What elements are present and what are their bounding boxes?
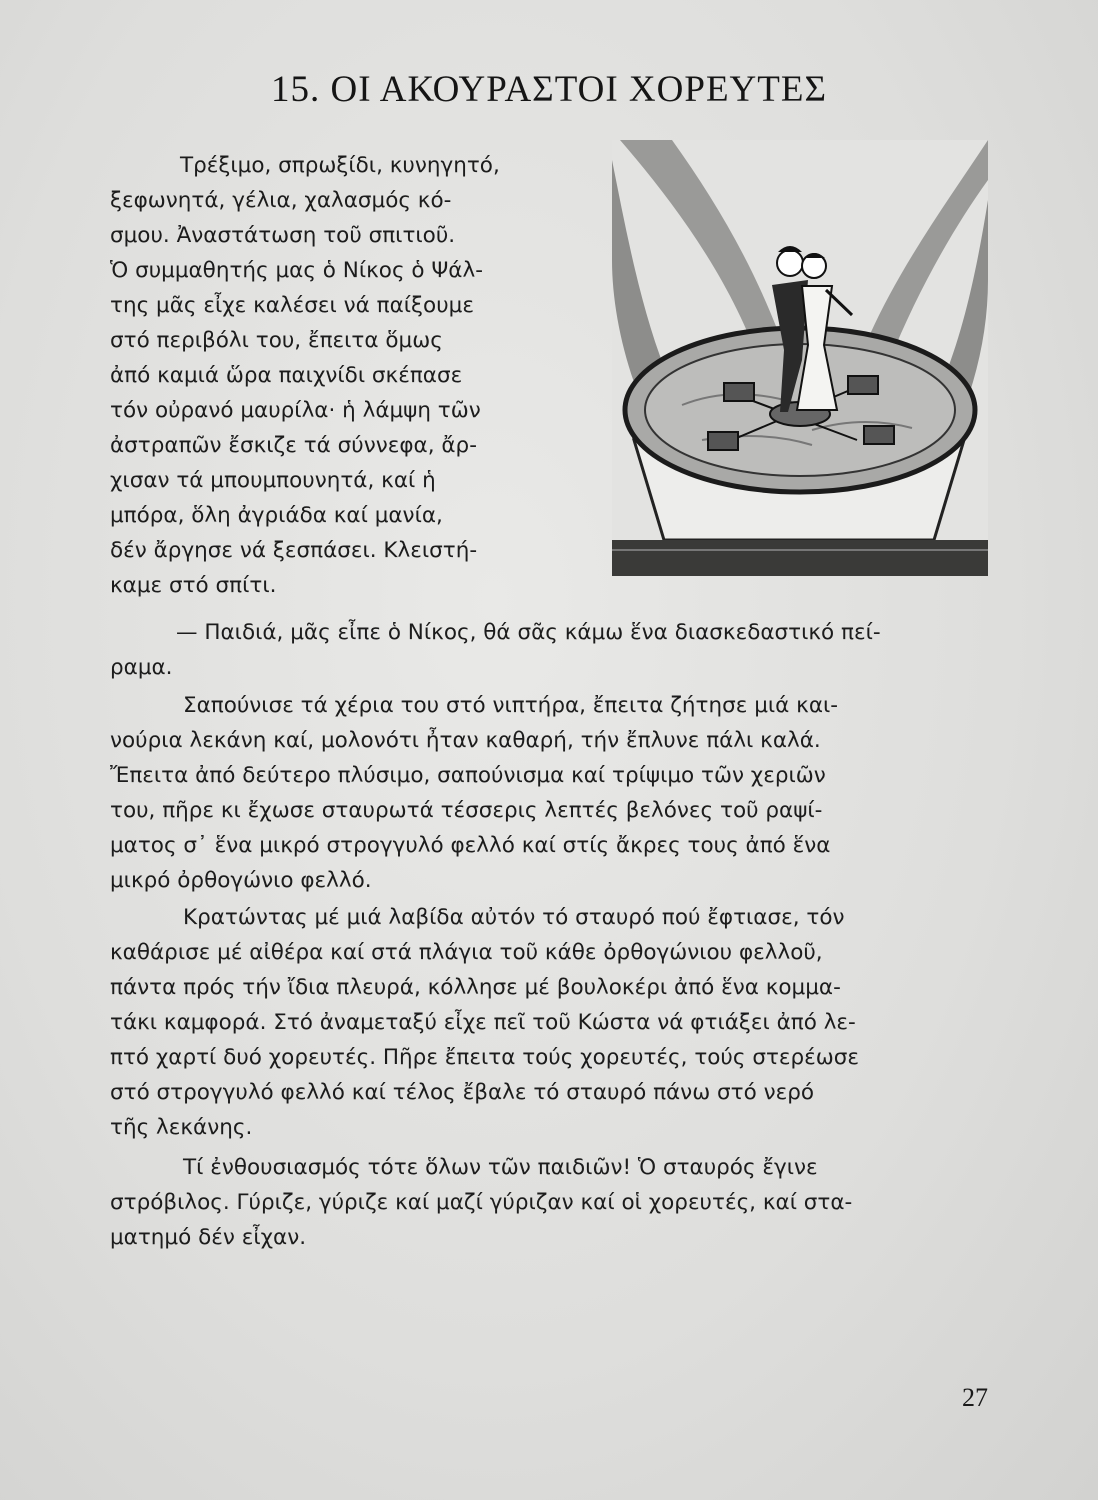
- text-line: στρόβιλος. Γύριζε, γύριζε καί μαζί γύριζαν καί οἱ χορευτές, καί στα-: [110, 1190, 853, 1215]
- text-line: Σαπούνισε τά χέρια του στό νιπτήρα, ἔπειτα ζήτησε μιά και-: [183, 693, 839, 718]
- text-line: νούρια λεκάνη καί, μολονότι ἦταν καθαρή, τήν ἔπλυνε πάλι καλά.: [110, 728, 821, 753]
- text-line: ξεφωνητά, γέλια, χαλασμός κό-: [110, 188, 452, 213]
- chapter-title: 15. ΟΙ ΑΚΟΥΡΑΣΤΟΙ ΧΟΡΕΥΤΕΣ: [270, 69, 827, 110]
- text-line: Ἔπειτα ἀπό δεύτερο πλύσιμο, σαπούνισμα καί τρίψιμο τῶν χεριῶν: [110, 763, 826, 788]
- text-line: ματος σ᾽ ἕνα μικρό στρογγυλό φελλό καί στίς ἄκρες τους ἀπό ἕνα: [110, 833, 831, 858]
- text-line: Κρατώντας μέ μιά λαβίδα αὐτόν τό σταυρό πού ἔφτιασε, τόν: [183, 905, 845, 930]
- text-line: μικρό ὀρθογώνιο φελλό.: [110, 868, 372, 893]
- text-line: τάκι καμφορά. Στό ἀναμεταξύ εἶχε πεῖ τοῦ Κώστα νά φτιάξει ἀπό λε-: [110, 1010, 856, 1035]
- page-number: 27: [962, 1383, 988, 1412]
- text-line: Τί ἐνθουσιασμός τότε ὅλων τῶν παιδιῶν! Ὁ σταυρός ἔγινε: [183, 1155, 818, 1180]
- text-line: μπόρα, ὅλη ἀγριάδα καί μανία,: [110, 503, 443, 528]
- text-line: σμου. Ἀναστάτωση τοῦ σπιτιοῦ.: [110, 223, 456, 248]
- text-line: ματημό δέν εἶχαν.: [110, 1225, 307, 1250]
- text-line: της μᾶς εἶχε καλέσει νά παίξουμε: [110, 293, 474, 318]
- text-line: πτό χαρτί δυό χορευτές. Πῆρε ἔπειτα τούς χορευτές, τούς στερέωσε: [110, 1045, 860, 1070]
- text-line: τῆς λεκάνης.: [110, 1115, 253, 1140]
- text-line: ἀπό καμιά ὥρα παιχνίδι σκέπασε: [110, 363, 463, 388]
- text-line: δέν ἄργησε νά ξεσπάσει. Κλειστή-: [110, 538, 478, 563]
- text-line: Τρέξιμο, σπρωξίδι, κυνηγητό,: [180, 153, 500, 178]
- text-line: του, πῆρε κι ἔχωσε σταυρωτά τέσσερις λεπτές βελόνες τοῦ ραψί-: [110, 798, 823, 823]
- text-line: καμε στό σπίτι.: [110, 573, 277, 598]
- text-line: ἀστραπῶν ἔσκιζε τά σύννεφα, ἄρ-: [110, 433, 477, 458]
- text-line: στό περιβόλι του, ἔπειτα ὅμως: [110, 328, 443, 353]
- text-line: πάντα πρός τήν ἴδια πλευρά, κόλλησε μέ βουλοκέρι ἀπό ἕνα κομμα-: [110, 975, 841, 1000]
- text-line: καθάρισε μέ αἰθέρα καί στά πλάγια τοῦ κάθε ὀρθογώνιου φελλοῦ,: [110, 940, 823, 965]
- text-line: ραμα.: [110, 655, 173, 680]
- text-line: Ὁ συμμαθητής μας ὁ Νίκος ὁ Ψάλ-: [110, 258, 483, 283]
- text-line: τόν οὐρανό μαυρίλα· ἡ λάμψη τῶν: [110, 398, 481, 423]
- text-line: στό στρογγυλό φελλό καί τέλος ἔβαλε τό σταυρό πάνω στό νερό: [110, 1080, 815, 1105]
- dancers-basin-illustration: [612, 140, 988, 576]
- text-line: — Παιδιά, μᾶς εἶπε ὁ Νίκος, θά σᾶς κάμω ἕνα διασκεδαστικό πεί-: [176, 620, 881, 645]
- text-line: χισαν τά μπουμπουνητά, καί ἡ: [110, 468, 436, 493]
